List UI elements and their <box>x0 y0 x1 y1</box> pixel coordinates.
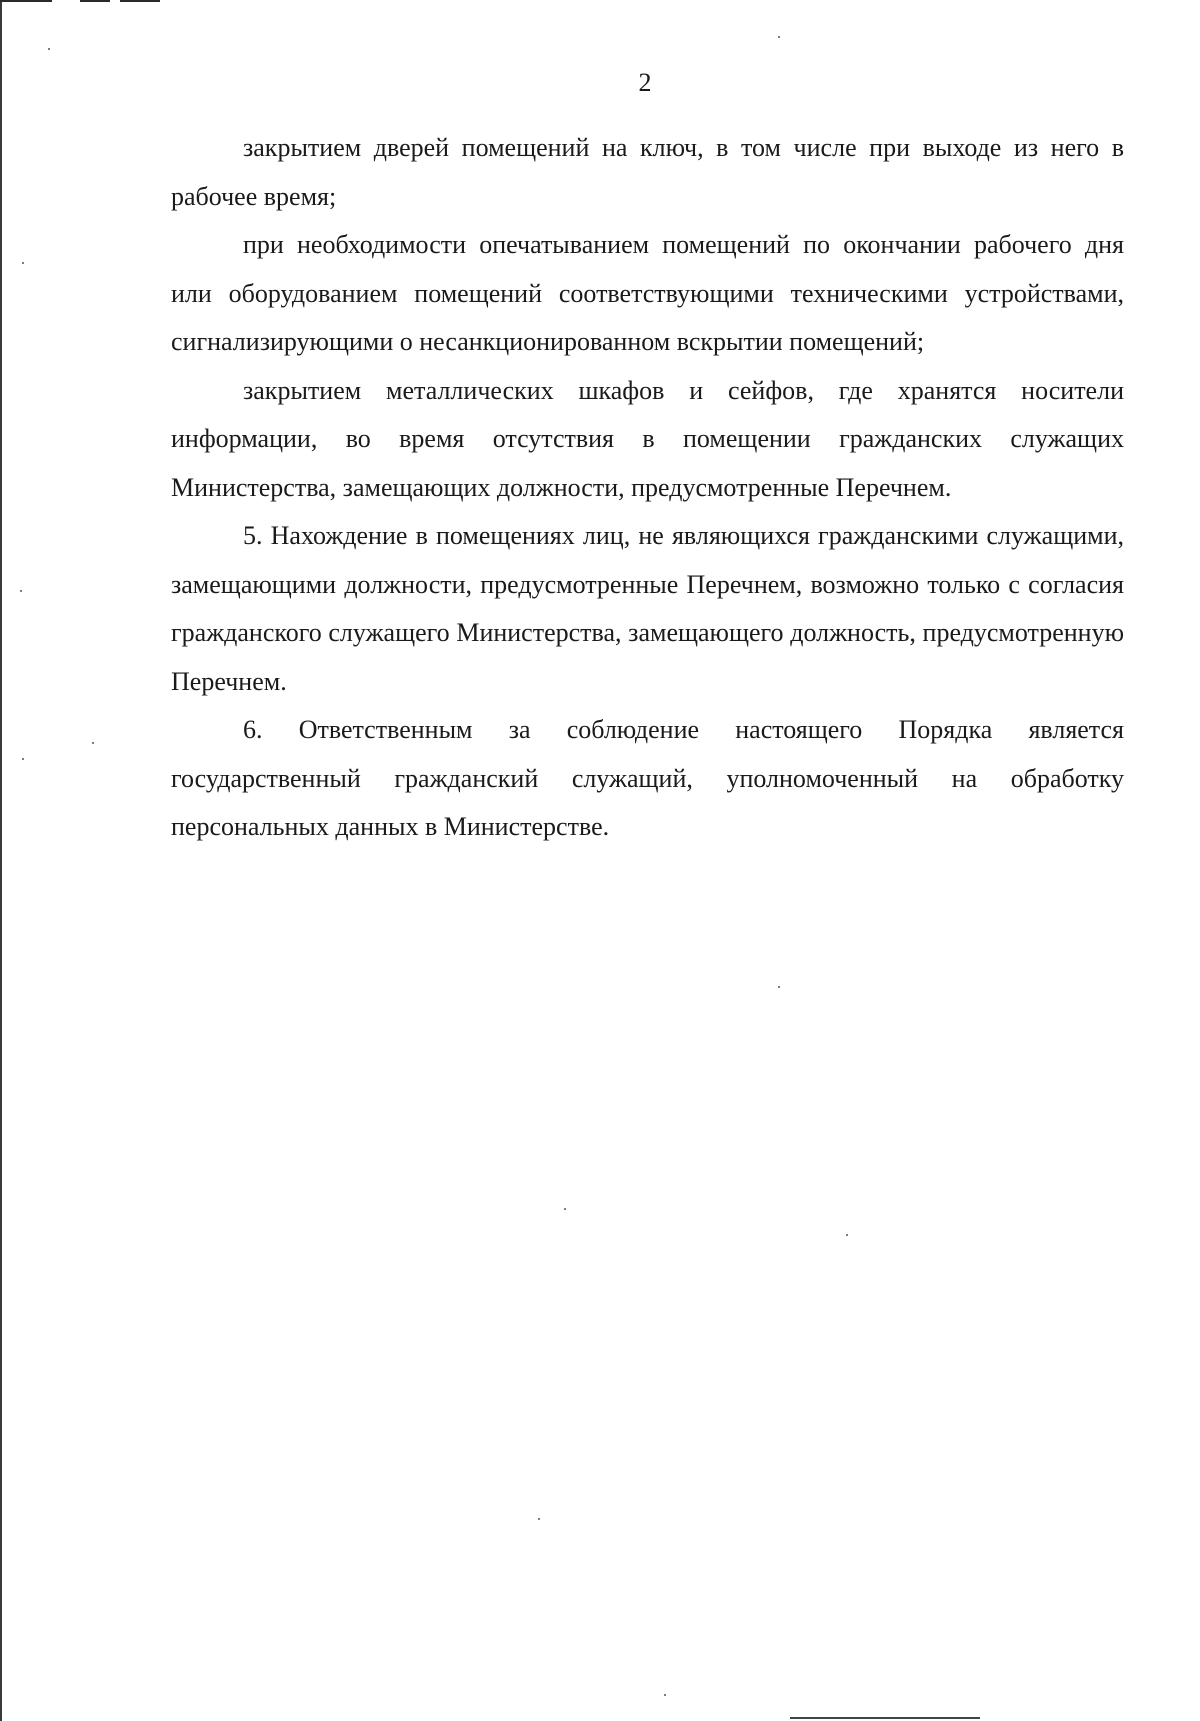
scan-speck <box>22 758 24 760</box>
scan-top-edge <box>80 0 110 2</box>
paragraph-item-6: 6. Ответственным за соблюдение настоящего Порядка является государственный гражданский служащий, уполномоченный на обработку персональных данных в Министерстве. <box>171 715 1124 841</box>
scan-bottom-edge <box>790 1717 980 1719</box>
scan-left-edge <box>0 0 2 1721</box>
document-body <box>171 124 1124 852</box>
scan-speck <box>778 986 780 988</box>
paragraph-item-5: 5. Нахождение в помещениях лиц, не являющихся гражданскими служащими, замещающими должности, предусмотренные Перечнем, возможно только с согласия гражданского служащего Министерства, замещающего должность, предусмотренную Перечнем. <box>171 521 1124 696</box>
scan-speck <box>564 1208 566 1210</box>
scan-speck <box>20 590 22 592</box>
scan-top-edge <box>0 0 52 2</box>
scan-speck <box>22 262 24 264</box>
scan-top-edge <box>120 0 160 2</box>
scan-speck <box>846 1234 848 1236</box>
paragraph-sealing-rooms: при необходимости опечатыванием помещений по окончании рабочего дня или оборудованием помещений соответствующими техническими устройствами, сигнализирующими о несанкционированном вскрытии помещений; <box>171 230 1124 356</box>
scan-speck <box>778 36 780 38</box>
paragraph-door-locking: закрытием дверей помещений на ключ, в том числе при выходе из него в рабочее время; <box>171 133 1124 211</box>
scan-speck <box>92 742 94 744</box>
page-number: 2 <box>638 68 652 97</box>
scan-speck <box>664 1694 666 1696</box>
scan-speck <box>538 1518 540 1520</box>
paragraph-cabinets-safes: закрытием металлических шкафов и сейфов, где хранятся носители информации, во время отсутствия в помещении гражданских служащих Министерства, замещающих должности, предусмотренные Перечнем. <box>171 375 1124 502</box>
scan-speck <box>48 48 50 50</box>
